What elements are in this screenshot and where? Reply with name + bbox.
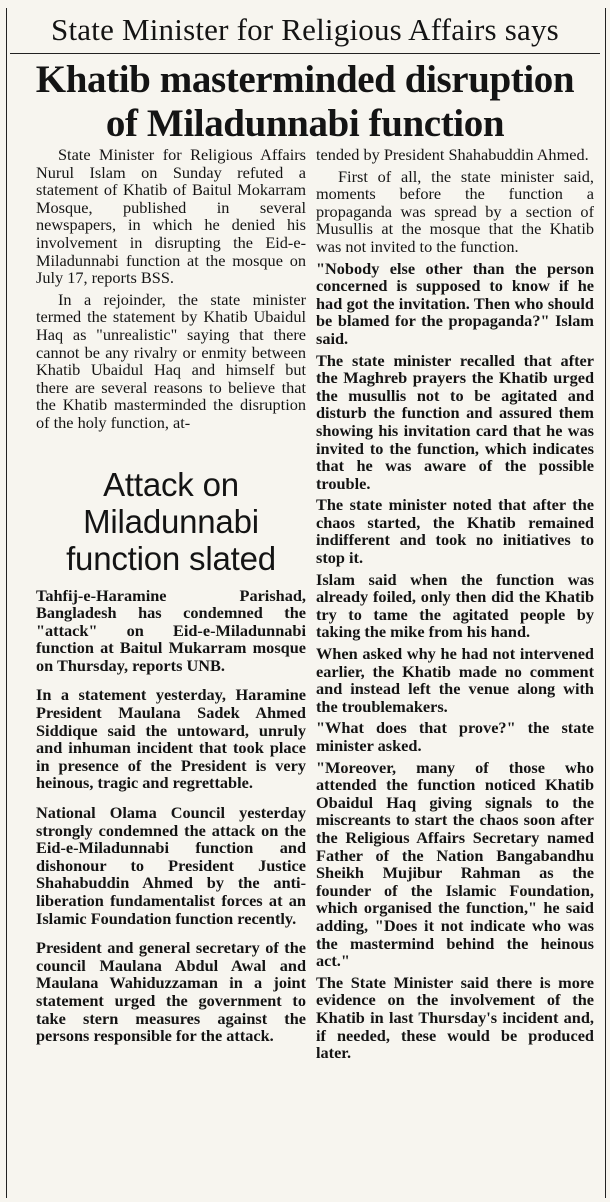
sidebar-headline: Attack on Miladunnabi function slated <box>66 465 276 577</box>
article-paragraph: "What does that prove?" the state minister asked. <box>316 718 594 755</box>
article-paragraph: When asked why he had not intervened earlier, the Khatib made no comment and instead left the venue along with the troublemakers. <box>316 644 594 716</box>
headline-line-2: of Miladunnabi function <box>105 102 505 145</box>
article-paragraph: The state minister recalled that after the Maghreb prayers the Khatib urged the musullis not to be agitated and disturb the function and assured them showing his invitation card that he was invited to the function, which indicates that he was aware of the possible trouble. <box>316 350 594 493</box>
right-column <box>316 146 594 1196</box>
article-paragraph: "Nobody else other than the person concerned is supposed to know if he had got the invitation. Then who should be blamed for the propaganda?" Islam said. <box>316 258 594 348</box>
kicker-headline: State Minister for Religious Affairs says <box>51 12 559 47</box>
article-paragraph: "Moreover, many of those who attended the function noticed Khatib Obaidul Haq giving signals to the miscreants to start the chaos soon after the Religious Affairs Secretary named Father of the Nation Bangabandhu Sheikh Mujibur Rahman as the founder of the Islamic Foundation, which organised the function," he said adding, "Does it not indicate who was the mastermind behind the heinous act." <box>316 757 594 971</box>
article-paragraph: First of all, the state minister said, moments before the function a propaganda was spread by a section of Musullis at the mosque that the Khatib was not invited to the function. <box>316 166 594 256</box>
sidebar-paragraph: President and general secretary of the council Maulana Abdul Awal and Maulana Wahiduzzaman in a joint statement urged the government to take stern measures against the persons responsible for the attack. <box>36 938 306 1046</box>
article-paragraph: The state minister noted that after the chaos started, the Khatib remained indifferent and took no initiatives to stop it. <box>316 495 594 568</box>
sidebar-paragraph: In a statement yesterday, Haramine President Maulana Sadek Ahmed Siddique said the untoward, unruly and inhuman incident that took place in presence of the President is very heinous, tragic and regrettable. <box>36 685 306 793</box>
left-column <box>36 146 306 1196</box>
main-headline <box>0 58 610 146</box>
article-paragraph: tended by President Shahabuddin Ahmed. <box>316 146 589 164</box>
article-paragraph: Islam said when the function was already foiled, only then did the Khatib try to tame the agitated people by taking the mike from his hand. <box>316 569 594 642</box>
article-paragraph: The State Minister said there is more evidence on the involvement of the Khatib in last Thursday's incident and, if needed, these would be produced later. <box>316 972 594 1063</box>
sidebar-paragraph: Tahfij-e-Haramine Parishad, Bangladesh has condemned the "attack" on Eid-e-Miladunnabi function at Baitul Mukarram mosque on Thursday, reports UNB. <box>36 585 306 675</box>
sidebar-paragraph: National Olama Council yesterday strongly condemned the attack on the Eid-e-Miladunnabi function and dishonour to President Justice Shahabuddin Ahmed by the anti-liberation fundamentalist forces at an Islamic Foundation function recently. <box>36 803 306 928</box>
kicker-rule <box>10 53 600 54</box>
article-paragraph: State Minister for Religious Affairs Nurul Islam on Sunday refuted a statement of Khatib of Baitul Mokarram Mosque, published in several newspapers, in which he denied his involvement in disrupting the Eid-e-Miladunnabi function at the mosque on July 17, reports BSS. <box>36 146 306 288</box>
headline-line-1: Khatib masterminded disruption <box>35 58 575 101</box>
article-paragraph: In a rejoinder, the state minister termed the statement by Khatib Ubaidul Haq as "unrealistic" saying that there cannot be any rivalry or enmity between Khatib Ubaidul Haq and himself but there are several reasons to believe that the Khatib masterminded the disruption of the holy function, at- <box>36 289 306 432</box>
